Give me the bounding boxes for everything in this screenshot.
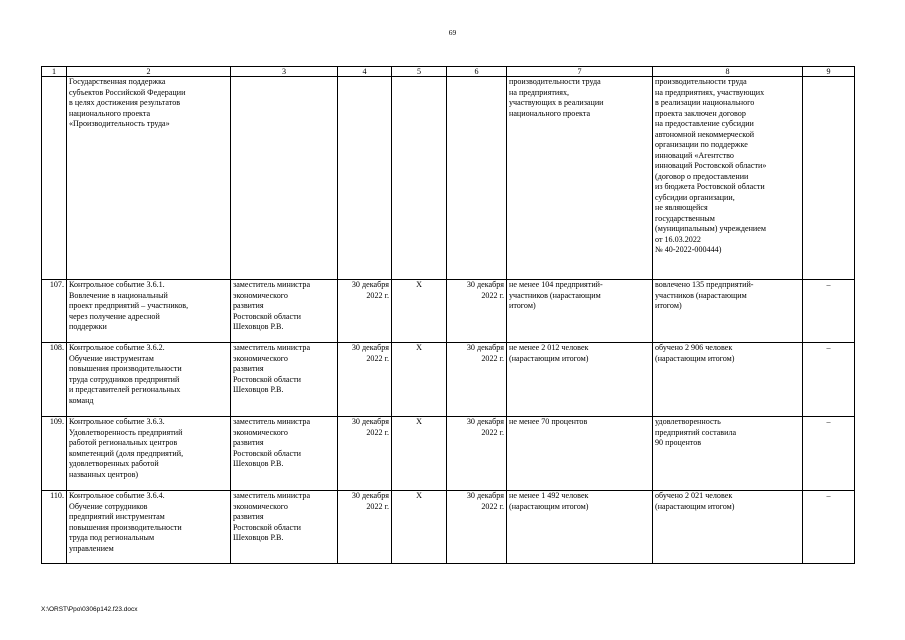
responsible-person: заместитель министра экономического развития Ростовской области Шеховцов Р.В.: [231, 343, 338, 417]
x-mark: Х: [392, 491, 447, 564]
x-mark: [392, 77, 447, 280]
responsible-person: заместитель министра экономического развития Ростовской области Шеховцов Р.В.: [231, 491, 338, 564]
note: –: [803, 343, 855, 417]
event-name: Контрольное событие 3.6.1. Вовлечение в национальный проект предприятий – участников, через получение адресной поддержки: [67, 280, 231, 343]
column-number: 4: [338, 67, 392, 77]
actual-result: обучено 2 906 человек (нарастающим итогом): [653, 343, 803, 417]
event-name: Контрольное событие 3.6.4. Обучение сотрудников предприятий инструментам повышения производительности труда под региональным управлением: [67, 491, 231, 564]
actual-result: обучено 2 021 человек (нарастающим итогом): [653, 491, 803, 564]
table-row: [42, 491, 855, 564]
row-number: 108.: [42, 343, 67, 417]
planned-result: не менее 70 процентов: [507, 417, 653, 491]
note: [803, 77, 855, 280]
column-number: 9: [803, 67, 855, 77]
responsible-person: [231, 77, 338, 280]
x-mark: Х: [392, 417, 447, 491]
table-row: [42, 343, 855, 417]
column-number-row: [42, 67, 855, 77]
actual-date: 30 декабря 2022 г.: [447, 343, 507, 417]
column-number: 5: [392, 67, 447, 77]
planned-date: 30 декабря 2022 г.: [338, 491, 392, 564]
planned-date: 30 декабря 2022 г.: [338, 280, 392, 343]
table-row: [42, 280, 855, 343]
planned-date: [338, 77, 392, 280]
column-number: 8: [653, 67, 803, 77]
actual-result: удовлетворенность предприятий составила 90 процентов: [653, 417, 803, 491]
column-number: 2: [67, 67, 231, 77]
row-number: 110.: [42, 491, 67, 564]
note: –: [803, 280, 855, 343]
x-mark: Х: [392, 280, 447, 343]
actual-date: 30 декабря 2022 г.: [447, 417, 507, 491]
planned-result: не менее 104 предприятий- участников (нарастающим итогом): [507, 280, 653, 343]
note: –: [803, 491, 855, 564]
column-number: 7: [507, 67, 653, 77]
actual-date: 30 декабря 2022 г.: [447, 491, 507, 564]
actual-date: [447, 77, 507, 280]
event-name: Государственная поддержка субъектов Российской Федерации в целях достижения результатов национального проекта «Производительность труда»: [67, 77, 231, 280]
document-file-path: X:\ORST\Ppo\0306p142.f23.docx: [41, 606, 138, 613]
table-row: [42, 417, 855, 491]
note: –: [803, 417, 855, 491]
planned-result: не менее 2 012 человек (нарастающим итогом): [507, 343, 653, 417]
page-number: 69: [448, 28, 457, 37]
responsible-person: заместитель министра экономического развития Ростовской области Шеховцов Р.В.: [231, 417, 338, 491]
column-number: 1: [42, 67, 67, 77]
row-number: 109.: [42, 417, 67, 491]
responsible-person: заместитель министра экономического развития Ростовской области Шеховцов Р.В.: [231, 280, 338, 343]
x-mark: Х: [392, 343, 447, 417]
report-table: [41, 66, 855, 564]
event-name: Контрольное событие 3.6.2. Обучение инструментам повышения производительности труда сотрудников предприятий и представителей региональных команд: [67, 343, 231, 417]
planned-result: производительности труда на предприятиях, участвующих в реализации национального проекта: [507, 77, 653, 280]
actual-date: 30 декабря 2022 г.: [447, 280, 507, 343]
planned-date: 30 декабря 2022 г.: [338, 417, 392, 491]
row-number: 107.: [42, 280, 67, 343]
planned-date: 30 декабря 2022 г.: [338, 343, 392, 417]
actual-result: производительности труда на предприятиях, участвующих в реализации национального проекта заключен договор на предоставление субсидии автономной некоммерческой организации по поддержке инноваций «Агентство инноваций Ростовской области» (договор о предоставлении из бюджета Ростовской области субсидии организации, не являющейся государственным (муниципальным) учреждением от 16.03.2022 № 40-2022-000444): [653, 77, 803, 280]
row-number: [42, 77, 67, 280]
column-number: 3: [231, 67, 338, 77]
table-row: [42, 77, 855, 280]
event-name: Контрольное событие 3.6.3. Удовлетворенность предприятий работой региональных центров компетенций (доля предприятий, удовлетворенных работой названных центров): [67, 417, 231, 491]
planned-result: не менее 1 492 человек (нарастающим итогом): [507, 491, 653, 564]
column-number: 6: [447, 67, 507, 77]
actual-result: вовлечено 135 предприятий- участников (нарастающим итогом): [653, 280, 803, 343]
